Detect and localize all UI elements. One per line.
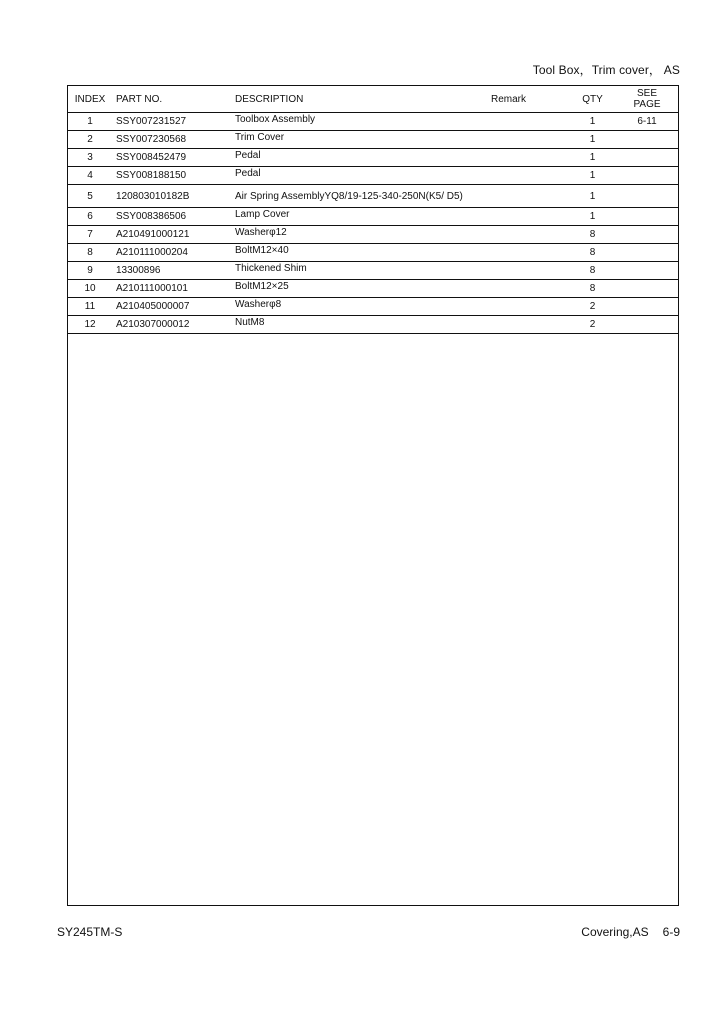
cell-index: 3 [68, 149, 112, 167]
cell-index: 6 [68, 208, 112, 226]
cell-part-no: 120803010182B [112, 185, 231, 208]
table-row [68, 244, 678, 262]
parts-table-body [68, 113, 678, 334]
cell-description: Air Spring AssemblyYQ8/19-125-340-250N(K5/ D5) [231, 185, 475, 208]
cell-description: Trim Cover [231, 131, 475, 149]
cell-index: 7 [68, 226, 112, 244]
table-row [68, 185, 678, 208]
cell-index: 4 [68, 167, 112, 185]
cell-part-no: SSY007231527 [112, 113, 231, 131]
footer-section-page [581, 925, 680, 939]
col-index-header: INDEX [68, 86, 112, 113]
cell-part-no: A210491000121 [112, 226, 231, 244]
cell-see-page [616, 185, 678, 208]
table-row [68, 149, 678, 167]
cell-description: NutM8 [231, 316, 475, 334]
cell-see-page [616, 280, 678, 298]
cell-see-page: 6-11 [616, 113, 678, 131]
cell-see-page [616, 262, 678, 280]
cell-index: 8 [68, 244, 112, 262]
cell-qty: 2 [569, 298, 616, 316]
cell-description: BoltM12×25 [231, 280, 475, 298]
cell-qty: 1 [569, 113, 616, 131]
table-row [68, 167, 678, 185]
table-row [68, 316, 678, 334]
cell-see-page [616, 208, 678, 226]
cell-qty: 8 [569, 280, 616, 298]
cell-index: 9 [68, 262, 112, 280]
cell-remark [475, 244, 569, 262]
cell-part-no: SSY007230568 [112, 131, 231, 149]
cell-index: 11 [68, 298, 112, 316]
cell-description: Pedal [231, 167, 475, 185]
cell-qty: 8 [569, 244, 616, 262]
cell-remark [475, 208, 569, 226]
col-see-page-header [616, 86, 678, 113]
cell-part-no: SSY008188150 [112, 167, 231, 185]
cell-description: Lamp Cover [231, 208, 475, 226]
cell-index: 10 [68, 280, 112, 298]
cell-see-page [616, 167, 678, 185]
cell-description: Washerφ8 [231, 298, 475, 316]
parts-list-frame [67, 85, 679, 906]
cell-description: Toolbox Assembly [231, 113, 475, 131]
cell-index: 5 [68, 185, 112, 208]
cell-qty: 1 [569, 167, 616, 185]
see-page-line1: SEE [636, 88, 657, 99]
cell-index: 1 [68, 113, 112, 131]
table-row [68, 131, 678, 149]
cell-see-page [616, 298, 678, 316]
cell-qty: 8 [569, 262, 616, 280]
parts-table [68, 86, 678, 334]
cell-part-no: A210405000007 [112, 298, 231, 316]
page-number: 6-9 [662, 925, 680, 939]
footer-section: Covering,AS [581, 925, 649, 939]
table-row [68, 280, 678, 298]
cell-part-no: A210111000101 [112, 280, 231, 298]
cell-remark [475, 262, 569, 280]
table-row [68, 226, 678, 244]
cell-description: Thickened Shim [231, 262, 475, 280]
cell-index: 12 [68, 316, 112, 334]
cell-see-page [616, 131, 678, 149]
table-header-row [68, 86, 678, 113]
cell-description: Pedal [231, 149, 475, 167]
cell-index: 2 [68, 131, 112, 149]
cell-remark [475, 185, 569, 208]
cell-see-page [616, 149, 678, 167]
cell-qty: 1 [569, 208, 616, 226]
cell-remark [475, 149, 569, 167]
cell-qty: 2 [569, 316, 616, 334]
col-remark-header: Remark [475, 86, 569, 113]
cell-qty: 1 [569, 185, 616, 208]
cell-remark [475, 167, 569, 185]
cell-part-no: A210307000012 [112, 316, 231, 334]
cell-description: BoltM12×40 [231, 244, 475, 262]
cell-see-page [616, 244, 678, 262]
cell-remark [475, 131, 569, 149]
cell-remark [475, 226, 569, 244]
cell-description: Washerφ12 [231, 226, 475, 244]
col-qty-header: QTY [569, 86, 616, 113]
cell-qty: 1 [569, 131, 616, 149]
cell-remark [475, 316, 569, 334]
document-title: Tool Box，Trim cover， AS [532, 63, 680, 77]
cell-part-no: SSY008386506 [112, 208, 231, 226]
table-row [68, 208, 678, 226]
col-part-no-header: PART NO. [112, 86, 231, 113]
cell-qty: 8 [569, 226, 616, 244]
see-page-line2: PAGE [633, 99, 661, 110]
footer-model: SY245TM-S [57, 925, 123, 939]
col-description-header: DESCRIPTION [231, 86, 475, 113]
table-row [68, 113, 678, 131]
cell-qty: 1 [569, 149, 616, 167]
cell-part-no: SSY008452479 [112, 149, 231, 167]
cell-see-page [616, 316, 678, 334]
table-row [68, 262, 678, 280]
table-row [68, 298, 678, 316]
cell-remark [475, 280, 569, 298]
cell-part-no: A210111000204 [112, 244, 231, 262]
cell-remark [475, 113, 569, 131]
cell-remark [475, 298, 569, 316]
cell-part-no: 13300896 [112, 262, 231, 280]
cell-see-page [616, 226, 678, 244]
